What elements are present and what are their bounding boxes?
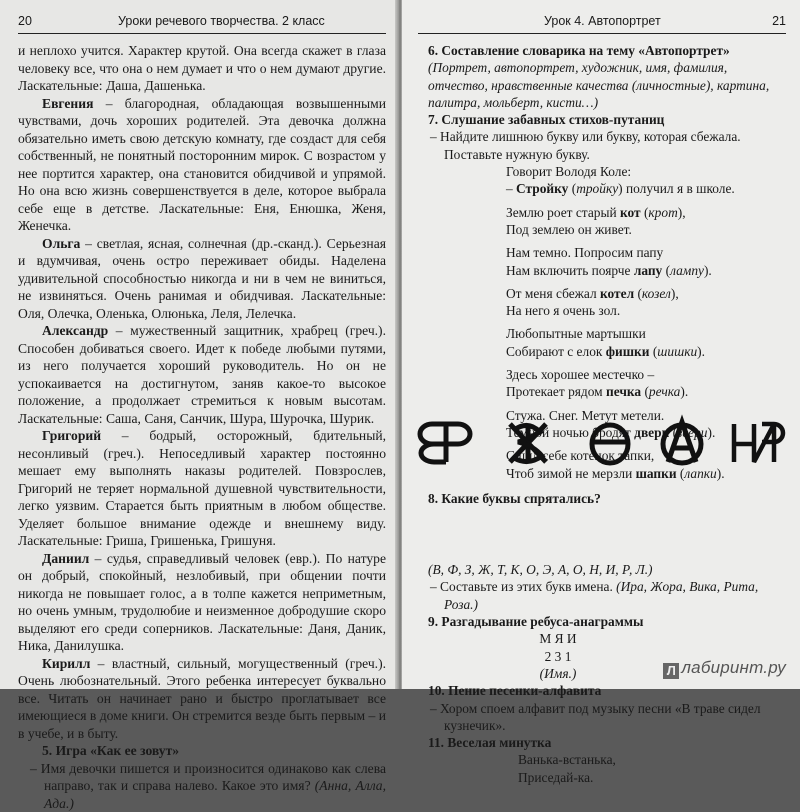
poem-line: Темной ночью бродят двери (звери). bbox=[506, 424, 786, 441]
left-page-number: 20 bbox=[18, 14, 32, 28]
section-6-words bbox=[418, 59, 786, 111]
section-8-letter-list: (В, Ф, З, Ж, Т, К, О, Э, А, О, Н, И, Р, Л.) bbox=[428, 562, 653, 577]
section-7-instruction: Найдите лишнюю букву или букву, которая сбежала. Поставьте нужную букву. bbox=[440, 129, 741, 161]
rebus-anagram bbox=[478, 630, 638, 682]
entry-aleksandr bbox=[18, 322, 386, 427]
poem-stanza bbox=[506, 366, 786, 401]
entry-daniil bbox=[18, 550, 386, 655]
section-7-item: – Найдите лишнюю букву или букву, которая сбежала. Поставьте нужную букву. bbox=[418, 128, 786, 163]
name-evgeniya: Евгения bbox=[42, 96, 93, 111]
left-header-rule bbox=[18, 33, 386, 34]
poem-line: От меня сбежал котел (козел), bbox=[506, 285, 786, 302]
left-running-head bbox=[18, 14, 386, 32]
rebus-answer: (Имя.) bbox=[540, 666, 577, 681]
poem-line: Собирают с елок фишки (шишки). bbox=[506, 343, 786, 360]
watermark-logo-icon: Л bbox=[663, 663, 679, 679]
poem-stanza bbox=[506, 163, 786, 198]
poem-stanza bbox=[506, 204, 786, 239]
watermark-text: лабиринт.ру bbox=[681, 658, 786, 677]
poem-line: – Стройку (тройку) получил я в школе. bbox=[506, 180, 786, 197]
poem-line: Сшил себе котенок тапки, bbox=[506, 447, 786, 464]
left-page bbox=[0, 0, 399, 689]
section-6-heading: 6. Составление словарика на тему «Автопортрет» bbox=[418, 42, 786, 59]
paragraph-dasha: и неплохо учится. Характер крутой. Она всегда скажет в глаза человеку все, что она о нем думает и что о нем думают другие. Ласкательные: Даша, Дашенька. bbox=[18, 42, 386, 95]
site-watermark bbox=[663, 658, 786, 679]
section-8-heading: 8. Какие буквы спрятались? bbox=[418, 490, 786, 507]
rhyme-line: Приседай-ка. bbox=[518, 769, 786, 786]
section-6-word-list: (Портрет, автопортрет, художник, имя, фамилия, отчество, нравственные качества (личностные), картина, палитра, мольберт, кисти…) bbox=[428, 60, 769, 110]
section-8-instruction: Составьте из этих букв имена. bbox=[440, 579, 616, 594]
text-grigoriy: – бодрый, осторожный, бдительный, несонливый (греч.). Непоседливый характер постоянно мешает ему выполнять наказы родителей. Повзрослев, Григорий не теряет нормальной душевной чувствительности, легко уязвим. Старается быть приятным в любом обществе. Уделяет большое внимание одежде и внешнему виду. Ласкательные: Гриша, Гришенька, Гришуня. bbox=[18, 428, 386, 548]
letters-t-k-o-e-icon bbox=[592, 425, 628, 463]
right-running-head bbox=[418, 14, 786, 32]
poem-line: Здесь хорошее местечко – bbox=[506, 366, 786, 383]
poem-stanza bbox=[506, 325, 786, 360]
poem-line: Землю роет старый кот (крот), bbox=[506, 204, 786, 221]
text-daniil: – судья, справедливый человек (евр.). По натуре он добрый, спокойный, незлобивый, при общении почти никогда не повышает голос, а в толпе кажется неприметным, но очень умным, трудолюбие и неизменное добродушие скоро выделяют его среди соперников. Ласкательные: Даня, Даник, Ника, Данилушка. bbox=[18, 551, 386, 654]
section-5-answer: (Анна, Алла, Ада.) bbox=[44, 778, 386, 811]
hidden-letters-figure bbox=[418, 418, 786, 468]
right-header-rule bbox=[418, 33, 786, 34]
poem-line: Стужа. Снег. Метут метели. bbox=[506, 407, 786, 424]
section-10-instruction: Хором споем алфавит под музыку песни «В траве сидел кузнечик». bbox=[440, 701, 761, 733]
poem-stanza bbox=[506, 285, 786, 320]
section-9-heading: 9. Разгадывание ребуса-анаграммы bbox=[418, 613, 786, 630]
text-olga: – светлая, ясная, солнечная (др.-сканд.). Серьезная и вдумчивая, очень остро переживает обиды. Наделена удивительной способностью никогда и ни в чем не виниться, не извиняться. Очень ранимая и обидчивая. Ласкательные: Оля, Олечка, Оленька, Олюнька, Леля, Лелечка. bbox=[18, 236, 386, 321]
poem-line: Нам темно. Попросим папу bbox=[506, 244, 786, 261]
right-page-number: 21 bbox=[772, 14, 786, 28]
poem-line: Протекает рядом печка (речка). bbox=[506, 383, 786, 400]
name-grigoriy: Григорий bbox=[42, 428, 101, 443]
letters-v-f-icon bbox=[420, 424, 470, 462]
poem-line: На него я очень зол. bbox=[506, 302, 786, 319]
poem-stanza bbox=[506, 244, 786, 279]
rhyme-line: Ванька-встанька, bbox=[518, 751, 786, 768]
name-olga: Ольга bbox=[42, 236, 80, 251]
name-aleksandr: Александр bbox=[42, 323, 108, 338]
letters-z-zh-icon bbox=[510, 424, 546, 462]
section-8-answer: (Ира, Жора, Вика, Рита, Роза.) bbox=[444, 579, 758, 611]
section-5-heading: 5. Игра «Как ее зовут» bbox=[18, 742, 386, 760]
section-10-item: – Хором споем алфавит под музыку песни «В траве сидел кузнечик». bbox=[418, 700, 786, 735]
rebus-numbers: 2 3 1 bbox=[478, 648, 638, 665]
section-5-question: Имя девочки пишется и произносится одинаково как слева направо, так и справа налево. Какое это имя? bbox=[41, 761, 386, 794]
section-11-rhyme bbox=[418, 751, 786, 786]
poem-line: Любопытные мартышки bbox=[506, 325, 786, 342]
poem-line: Говорит Володя Коле: bbox=[506, 163, 786, 180]
poem-line: Чтоб зимой не мерзли шапки (лапки). bbox=[506, 465, 786, 482]
entry-kirill bbox=[18, 655, 386, 743]
letters-a-o-icon bbox=[663, 422, 701, 463]
letters-n-i-r-l-icon bbox=[734, 424, 783, 462]
section-8-item: – Составьте из этих букв имена. (Ира, Жора, Вика, Рита, Роза.) bbox=[418, 578, 786, 613]
right-running-title: Урок 4. Автопортрет bbox=[544, 14, 661, 28]
left-page-body bbox=[18, 42, 386, 812]
name-kirill: Кирилл bbox=[42, 656, 90, 671]
section-7-heading: 7. Слушание забавных стихов-путаниц bbox=[418, 111, 786, 128]
rebus-letters: М Я И bbox=[478, 630, 638, 647]
left-running-title: Уроки речевого творчества. 2 класс bbox=[118, 14, 325, 28]
poem-line: Под землею он живет. bbox=[506, 221, 786, 238]
text-evgeniya: – благородная, обладающая возвышенными чувствами, дочь хороших родителей. Эта девочка должна обязательно иметь свою детскую комнату, где создаст для себя собственный, не понятный посторонним мирок. С возрастом у нее портится характер, она становится обидчивой и упрямой. Но она всю жизнь совершенствуется в деле, которое выбрала себе еще в детстве. Ласкательные: Еня, Енюшка, Женя, Женечка. bbox=[18, 96, 386, 234]
text-kirill: – властный, сильный, могущественный (греч.). Очень любознательный. Этого ребенка интересует буквально все. Читать он начинает рано и быстро проглатывает все имеющиеся в доме книги. Он стремится везде быть первым – и в учебе, и в быту. bbox=[18, 656, 386, 741]
glyph-spacer bbox=[418, 507, 786, 561]
poem-line: Нам включить поярче лапу (лампу). bbox=[506, 262, 786, 279]
entry-grigoriy bbox=[18, 427, 386, 550]
entry-olga bbox=[18, 235, 386, 323]
section-11-heading: 11. Веселая минутка bbox=[418, 734, 786, 751]
section-10-heading: 10. Пение песенки-алфавита bbox=[418, 682, 786, 699]
text-aleksandr: – мужественный защитник, храбрец (греч.). Способен добиваться своего. Идет к победе любыми путями, из него получается хороший руководитель. Но он не успокаивается на достигнутом, заняв какое-то высокое положение, а продолжает стремиться к новым высотам. Ласкательные: Саша, Саня, Санчик, Шура, Шурочка, Шурик. bbox=[18, 323, 386, 426]
section-8-letters bbox=[418, 561, 786, 578]
section-5-item: – Имя девочки пишется и произносится одинаково как слева направо, так и справа налево. Какое это имя? (Анна, Алла, Ада.) bbox=[18, 760, 386, 812]
entry-evgeniya bbox=[18, 95, 386, 235]
name-daniil: Даниил bbox=[42, 551, 89, 566]
hidden-letters-svg bbox=[418, 418, 786, 468]
